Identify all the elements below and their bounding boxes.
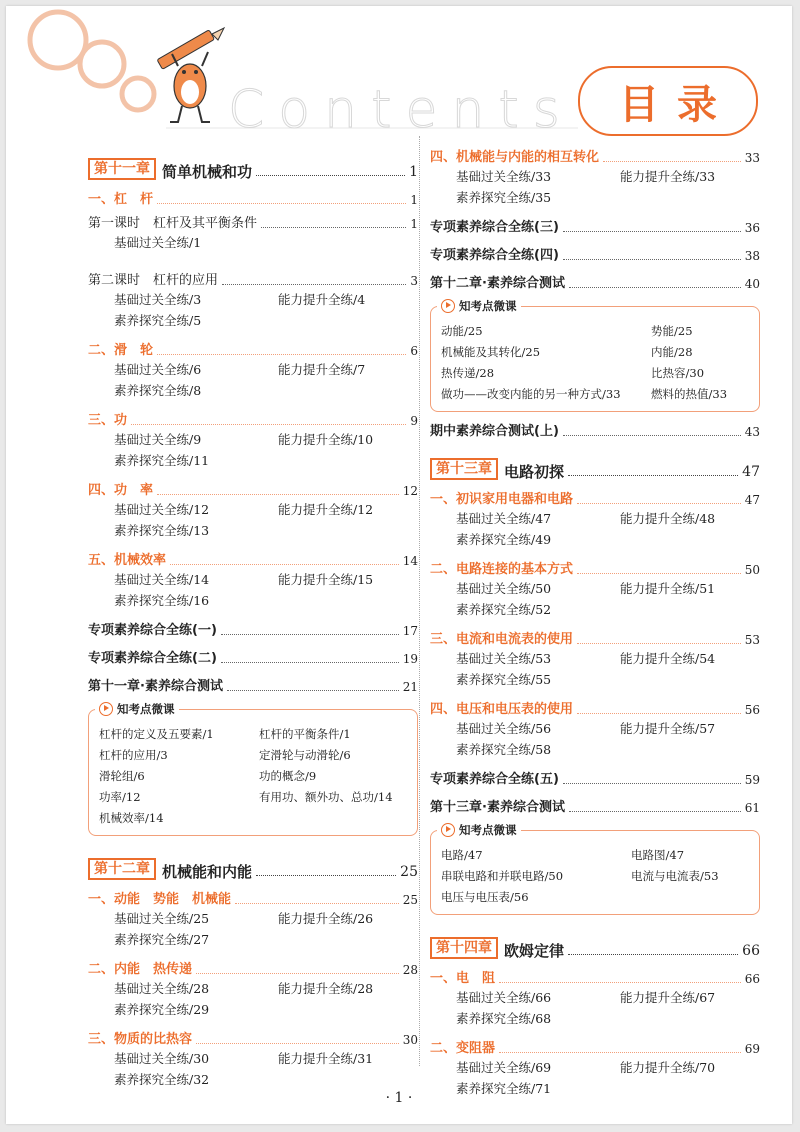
micro-lesson-box bbox=[430, 823, 760, 915]
list-item[interactable]: 基础过关全练/66 bbox=[456, 990, 552, 1005]
page-ref: 12 bbox=[402, 484, 418, 498]
chapter-tag: 第十二章 bbox=[88, 858, 156, 880]
dot-leader bbox=[261, 226, 406, 228]
micro-lesson-title: 知考点微课 bbox=[459, 823, 517, 837]
section-resistance[interactable] bbox=[430, 971, 760, 987]
item-list bbox=[88, 908, 418, 950]
micro-lesson-item[interactable]: 势能/25 bbox=[651, 324, 693, 338]
item-list bbox=[88, 289, 418, 331]
dot-leader bbox=[569, 286, 741, 288]
section-voltmeter[interactable] bbox=[430, 702, 760, 718]
list-item[interactable]: 基础过关全练/69 bbox=[456, 1060, 552, 1075]
section-label: 二、内能 热传递 bbox=[88, 962, 193, 977]
list-item[interactable]: 能力提升全练/15 bbox=[278, 572, 374, 587]
dot-leader bbox=[568, 474, 738, 476]
page-ref: 17 bbox=[402, 624, 418, 638]
item-list bbox=[88, 232, 418, 253]
entry-label: 第十一章·素养综合测试 bbox=[88, 679, 223, 694]
page-ref: 56 bbox=[744, 703, 760, 717]
chapter-13[interactable] bbox=[430, 454, 760, 480]
micro-lesson-box bbox=[430, 299, 760, 412]
practice-5[interactable] bbox=[430, 772, 760, 788]
section-circuit-connection[interactable] bbox=[430, 562, 760, 578]
micro-lesson-list bbox=[99, 724, 409, 829]
list-item[interactable]: 素养探究全练/8 bbox=[114, 383, 202, 398]
page-ref: 47 bbox=[744, 493, 760, 507]
dot-leader bbox=[499, 1051, 741, 1053]
list-item[interactable]: 素养探究全练/68 bbox=[456, 1011, 552, 1026]
page-ref: 1 bbox=[409, 164, 418, 180]
play-icon bbox=[99, 702, 113, 716]
section-rheostat[interactable] bbox=[430, 1041, 760, 1057]
list-item[interactable]: 基础过关全练/6 bbox=[114, 362, 202, 377]
micro-lesson-item[interactable]: 做功——改变内能的另一种方式/33 bbox=[441, 387, 621, 401]
micro-lesson-item[interactable]: 比热容/30 bbox=[651, 366, 705, 380]
micro-lesson-item[interactable]: 热传递/28 bbox=[441, 366, 495, 380]
contents-watermark: Contents bbox=[228, 80, 574, 140]
section-label: 二、电路连接的基本方式 bbox=[430, 562, 574, 577]
chapter-name: 电路初探 bbox=[504, 463, 565, 481]
list-item[interactable]: 基础过关全练/9 bbox=[114, 432, 202, 447]
page-number: · 1 · bbox=[385, 1090, 413, 1106]
toc-title bbox=[578, 66, 758, 136]
section-label: 一、动能 势能 机械能 bbox=[88, 892, 232, 907]
section-label: 一、杠 杆 bbox=[88, 192, 154, 207]
page-ref: 25 bbox=[402, 893, 418, 907]
page-ref: 38 bbox=[744, 249, 760, 263]
list-item[interactable]: 基础过关全练/53 bbox=[456, 651, 552, 666]
micro-lesson-item[interactable]: 杠杆的应用/3 bbox=[99, 748, 168, 762]
list-item[interactable]: 基础过关全练/50 bbox=[456, 581, 552, 596]
list-item[interactable]: 能力提升全练/28 bbox=[278, 981, 374, 996]
section-pulley[interactable] bbox=[88, 343, 418, 359]
chapter-tag: 第十一章 bbox=[88, 158, 156, 180]
list-item[interactable]: 能力提升全练/26 bbox=[278, 911, 374, 926]
page-ref: 66 bbox=[742, 943, 760, 959]
dot-leader bbox=[499, 981, 741, 983]
micro-lesson-item[interactable]: 机械效率/14 bbox=[99, 811, 164, 825]
section-label: 三、电流和电流表的使用 bbox=[430, 632, 574, 647]
list-item[interactable]: 基础过关全练/12 bbox=[114, 502, 210, 517]
item-list bbox=[88, 499, 418, 541]
list-item[interactable]: 基础过关全练/14 bbox=[114, 572, 210, 587]
page-ref: 21 bbox=[402, 680, 418, 694]
page-ref: 33 bbox=[744, 151, 760, 165]
dot-leader bbox=[221, 633, 399, 635]
list-item[interactable]: 素养探究全练/55 bbox=[456, 672, 552, 687]
entry-label: 专项素养综合全练(三) bbox=[430, 220, 559, 235]
section-energy-conversion[interactable] bbox=[430, 150, 760, 166]
item-list bbox=[88, 569, 418, 611]
dot-leader bbox=[577, 712, 741, 714]
page-ref: 1 bbox=[410, 217, 418, 231]
list-item[interactable]: 能力提升全练/54 bbox=[620, 651, 716, 666]
section-label: 四、电压和电压表的使用 bbox=[430, 702, 574, 717]
dot-leader bbox=[577, 642, 741, 644]
lesson-label: 第一课时 杠杆及其平衡条件 bbox=[88, 216, 258, 231]
section-label: 四、功 率 bbox=[88, 483, 154, 498]
list-item[interactable]: 素养探究全练/5 bbox=[114, 313, 202, 328]
micro-lesson-item[interactable]: 动能/25 bbox=[441, 324, 483, 338]
list-item[interactable]: 基础过关全练/47 bbox=[456, 511, 552, 526]
list-item[interactable]: 素养探究全练/35 bbox=[456, 190, 552, 205]
list-item[interactable]: 素养探究全练/29 bbox=[114, 1002, 210, 1017]
page-ref: 1 bbox=[410, 193, 418, 207]
chapter-12[interactable] bbox=[88, 854, 418, 880]
list-item[interactable]: 素养探究全练/11 bbox=[114, 453, 210, 468]
dot-leader bbox=[603, 160, 741, 162]
item-list bbox=[430, 508, 760, 550]
section-label: 四、机械能与内能的相互转化 bbox=[430, 150, 600, 165]
page-ref: 50 bbox=[744, 563, 760, 577]
page-ref: 19 bbox=[402, 652, 418, 666]
dot-leader bbox=[157, 202, 406, 204]
list-item[interactable]: 能力提升全练/70 bbox=[620, 1060, 716, 1075]
chapter-tag: 第十三章 bbox=[430, 458, 498, 480]
page-ref: 28 bbox=[402, 963, 418, 977]
micro-lesson-title: 知考点微课 bbox=[459, 299, 517, 313]
micro-lesson-item[interactable]: 杠杆的平衡条件/1 bbox=[259, 727, 351, 741]
dot-leader bbox=[563, 258, 741, 260]
page-ref: 53 bbox=[744, 633, 760, 647]
dot-leader bbox=[221, 661, 399, 663]
item-list bbox=[430, 166, 760, 208]
chapter-tag: 第十四章 bbox=[430, 937, 498, 959]
entry-label: 第十二章·素养综合测试 bbox=[430, 276, 565, 291]
page-ref: 66 bbox=[744, 972, 760, 986]
list-item[interactable]: 能力提升全练/33 bbox=[620, 169, 716, 184]
entry-label: 专项素养综合全练(一) bbox=[88, 623, 217, 638]
dot-leader bbox=[568, 953, 738, 955]
list-item[interactable]: 能力提升全练/31 bbox=[278, 1051, 374, 1066]
list-item[interactable]: 基础过关全练/56 bbox=[456, 721, 552, 736]
dot-leader bbox=[157, 493, 399, 495]
list-item[interactable]: 基础过关全练/30 bbox=[114, 1051, 210, 1066]
chapter-12-test[interactable] bbox=[430, 276, 760, 292]
section-lever[interactable] bbox=[88, 192, 418, 208]
list-item[interactable]: 基础过关全练/1 bbox=[114, 235, 202, 250]
item-list bbox=[88, 978, 418, 1020]
dot-leader bbox=[256, 874, 396, 876]
micro-lesson-box bbox=[88, 702, 418, 836]
section-ammeter[interactable] bbox=[430, 632, 760, 648]
micro-lesson-item[interactable]: 电路图/47 bbox=[631, 848, 685, 862]
micro-lesson-item[interactable]: 有用功、额外功、总功/14 bbox=[259, 790, 393, 804]
list-item[interactable]: 素养探究全练/16 bbox=[114, 593, 210, 608]
practice-2[interactable] bbox=[88, 651, 418, 667]
toc-title-text: 目录 bbox=[619, 81, 735, 128]
page-ref: 3 bbox=[410, 274, 418, 288]
list-item[interactable]: 素养探究全练/49 bbox=[456, 532, 552, 547]
section-label: 五、机械效率 bbox=[88, 553, 167, 568]
section-label: 二、滑 轮 bbox=[88, 343, 154, 358]
practice-3[interactable] bbox=[430, 220, 760, 236]
list-item[interactable]: 基础过关全练/33 bbox=[456, 169, 552, 184]
deco-circle-1 bbox=[30, 12, 86, 68]
dot-leader bbox=[563, 782, 741, 784]
section-specific-heat[interactable] bbox=[88, 1032, 418, 1048]
lesson-1[interactable] bbox=[88, 216, 418, 232]
micro-lesson-item[interactable]: 串联电路和并联电路/50 bbox=[441, 869, 564, 883]
micro-lesson-item[interactable]: 电流与电流表/53 bbox=[631, 869, 719, 883]
list-item[interactable]: 素养探究全练/13 bbox=[114, 523, 210, 538]
micro-lesson-item[interactable]: 功的概念/9 bbox=[259, 769, 317, 783]
section-label: 三、物质的比热容 bbox=[88, 1032, 193, 1047]
dot-leader bbox=[569, 810, 741, 812]
page-ref: 59 bbox=[744, 773, 760, 787]
micro-lesson-header bbox=[95, 701, 179, 717]
list-item[interactable]: 素养探究全练/71 bbox=[456, 1081, 552, 1096]
item-list bbox=[430, 987, 760, 1029]
section-label: 一、电 阻 bbox=[430, 971, 496, 986]
list-item[interactable]: 能力提升全练/12 bbox=[278, 502, 374, 517]
entry-label: 专项素养综合全练(四) bbox=[430, 248, 559, 263]
page-ref: 43 bbox=[744, 425, 760, 439]
dot-leader bbox=[563, 434, 741, 436]
lesson-2[interactable] bbox=[88, 273, 418, 289]
section-label: 一、初识家用电器和电路 bbox=[430, 492, 574, 507]
item-list bbox=[430, 648, 760, 690]
dot-leader bbox=[235, 902, 399, 904]
dot-leader bbox=[577, 572, 741, 574]
practice-1[interactable] bbox=[88, 623, 418, 639]
chapter-14[interactable] bbox=[430, 933, 760, 959]
left-column bbox=[88, 148, 418, 1090]
list-item[interactable]: 能力提升全练/51 bbox=[620, 581, 716, 596]
list-item[interactable]: 基础过关全练/3 bbox=[114, 292, 202, 307]
micro-lesson-item[interactable]: 内能/28 bbox=[651, 345, 693, 359]
dot-leader bbox=[131, 423, 406, 425]
page-ref: 69 bbox=[744, 1042, 760, 1056]
list-item[interactable]: 素养探究全练/52 bbox=[456, 602, 552, 617]
midterm-test[interactable] bbox=[430, 424, 760, 440]
play-icon bbox=[441, 823, 455, 837]
section-label: 三、功 bbox=[88, 413, 128, 428]
micro-lesson-item[interactable]: 定滑轮与动滑轮/6 bbox=[259, 748, 351, 762]
section-mechanical-energy[interactable] bbox=[88, 892, 418, 908]
list-item[interactable]: 素养探究全练/27 bbox=[114, 932, 210, 947]
list-item[interactable]: 能力提升全练/67 bbox=[620, 990, 716, 1005]
section-work[interactable] bbox=[88, 413, 418, 429]
dot-leader bbox=[563, 230, 741, 232]
mascot-pencil-icon bbox=[157, 28, 224, 122]
page-ref: 14 bbox=[402, 554, 418, 568]
micro-lesson-title: 知考点微课 bbox=[117, 702, 175, 716]
section-label: 二、变阻器 bbox=[430, 1041, 496, 1056]
toc-page bbox=[6, 6, 792, 1124]
micro-lesson-item[interactable]: 杠杆的定义及五要素/1 bbox=[99, 727, 214, 741]
entry-label: 第十三章·素养综合测试 bbox=[430, 800, 565, 815]
item-list bbox=[88, 1048, 418, 1090]
chapter-name: 简单机械和功 bbox=[162, 163, 253, 181]
dot-leader bbox=[256, 174, 405, 176]
section-circuits-intro[interactable] bbox=[430, 492, 760, 508]
deco-circle-2 bbox=[80, 42, 124, 86]
list-item[interactable]: 能力提升全练/7 bbox=[278, 362, 366, 377]
micro-lesson-item[interactable]: 功率/12 bbox=[99, 790, 141, 804]
chapter-name: 欧姆定律 bbox=[504, 942, 565, 960]
chapter-name: 机械能和内能 bbox=[162, 863, 253, 881]
dot-leader bbox=[196, 972, 399, 974]
page-ref: 6 bbox=[410, 344, 418, 358]
list-item[interactable]: 能力提升全练/57 bbox=[620, 721, 716, 736]
micro-lesson-item[interactable]: 电压与电压表/56 bbox=[441, 890, 529, 904]
dot-leader bbox=[157, 353, 406, 355]
dot-leader bbox=[170, 563, 399, 565]
chapter-13-test[interactable] bbox=[430, 800, 760, 816]
entry-label: 专项素养综合全练(五) bbox=[430, 772, 559, 787]
micro-lesson-item[interactable]: 电路/47 bbox=[441, 848, 483, 862]
item-list bbox=[88, 429, 418, 471]
micro-lesson-item[interactable]: 机械能及其转化/25 bbox=[441, 345, 541, 359]
item-list bbox=[430, 718, 760, 760]
page-ref: 47 bbox=[742, 464, 760, 480]
micro-lesson-header bbox=[437, 298, 521, 314]
chapter-11-test[interactable] bbox=[88, 679, 418, 695]
list-item[interactable]: 能力提升全练/48 bbox=[620, 511, 716, 526]
micro-lesson-header bbox=[437, 822, 521, 838]
list-item[interactable]: 基础过关全练/25 bbox=[114, 911, 210, 926]
micro-lesson-item[interactable]: 燃料的热值/33 bbox=[651, 387, 728, 401]
dot-leader bbox=[196, 1042, 399, 1044]
page-ref: 30 bbox=[402, 1033, 418, 1047]
item-list bbox=[430, 578, 760, 620]
dot-leader bbox=[577, 502, 741, 504]
play-icon bbox=[441, 299, 455, 313]
list-item[interactable]: 素养探究全练/32 bbox=[114, 1072, 210, 1087]
section-efficiency[interactable] bbox=[88, 553, 418, 569]
list-item[interactable]: 能力提升全练/10 bbox=[278, 432, 374, 447]
deco-circle-3 bbox=[122, 78, 154, 110]
dot-leader bbox=[222, 283, 406, 285]
page-ref: 25 bbox=[400, 864, 418, 880]
micro-lesson-list bbox=[441, 845, 751, 908]
list-item[interactable]: 基础过关全练/28 bbox=[114, 981, 210, 996]
list-item[interactable]: 能力提升全练/4 bbox=[278, 292, 366, 307]
entry-label: 期中素养综合测试(上) bbox=[430, 424, 559, 439]
page-ref: 61 bbox=[744, 801, 760, 815]
lesson-label: 第二课时 杠杆的应用 bbox=[88, 273, 219, 288]
section-power[interactable] bbox=[88, 483, 418, 499]
chapter-11[interactable] bbox=[88, 154, 418, 180]
right-column bbox=[430, 146, 760, 1099]
micro-lesson-item[interactable]: 滑轮组/6 bbox=[99, 769, 145, 783]
section-internal-energy[interactable] bbox=[88, 962, 418, 978]
dot-leader bbox=[227, 689, 399, 691]
list-item[interactable]: 素养探究全练/58 bbox=[456, 742, 552, 757]
item-list bbox=[88, 359, 418, 401]
page-ref: 40 bbox=[744, 277, 760, 291]
micro-lesson-list bbox=[441, 321, 751, 405]
page-ref: 36 bbox=[744, 221, 760, 235]
practice-4[interactable] bbox=[430, 248, 760, 264]
page-ref: 9 bbox=[410, 414, 418, 428]
entry-label: 专项素养综合全练(二) bbox=[88, 651, 217, 666]
